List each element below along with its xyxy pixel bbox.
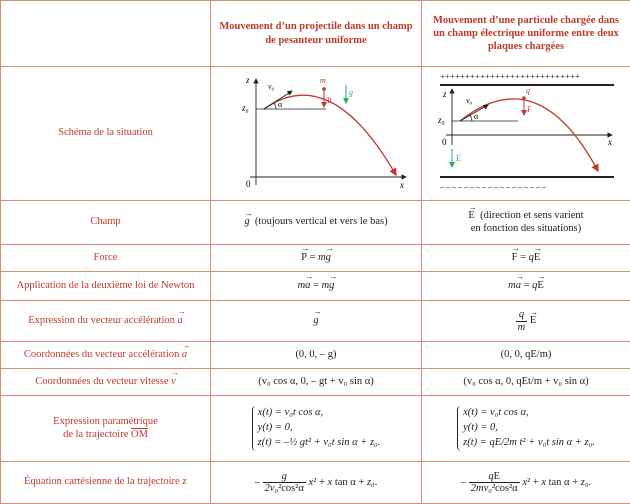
v0-label: v₀ [466,96,473,105]
row-coord-vit [1,369,630,396]
header-col1: Mouvement d’un projectile dans un champ de pesanteur uniforme [211,1,422,67]
row-newton [1,272,630,301]
label-coord-vit: Coordonnées du vecteur vitesse → v [1,369,211,396]
q-label: q [526,86,530,95]
header-col2: Mouvement d’une particule chargée dans un champ électrique uniforme entre deux plaques chargées [422,1,630,67]
x-label: x [399,180,404,190]
force-col2: → F = q→ E [422,245,630,272]
origin-label: 0 [246,179,251,189]
E-label: E [456,154,461,163]
row-champ [1,201,630,245]
origin-label: 0 [442,137,447,147]
label-force: Force [1,245,211,272]
P-label: P [327,96,332,105]
minus-charges: – – – – – – – – – – – – – – – – – – [439,182,547,191]
label-champ: Champ [1,201,211,245]
row-coord-accel [1,342,630,369]
coord-vit-col2: (v₀ cos α, 0, qEt/m + v₀ sin α) [422,369,630,396]
coord-accel-col2: (0, 0, qE/m) [422,342,630,369]
x-label: x [607,137,612,147]
force-col1: → P = m→ g [211,245,422,272]
coord-vit-col1: (v₀ cos α, 0, – gt + v₀ sin α) [211,369,422,396]
champ-col1: → g (toujours vertical et vers le bas) [211,201,422,245]
champ-col2-text2: en fonction des situations) [471,223,582,234]
corner-cell [1,1,211,67]
row-force [1,245,630,272]
trajectory-curve [264,95,396,175]
z0-label: z₀ [437,115,445,125]
diagram1-cell [211,67,422,201]
cart-col2: – $\frac{qE}{\text{2mv₀²cos²α}}$ x² + x tan α + z₀. [422,462,630,504]
header-row [1,1,630,67]
cart-col1: – $\frac{g}{\text{2v₀²cos²α}}$ x² + x tan α + z₀. [211,462,422,504]
z-label: z [442,89,447,99]
particle-diagram [428,67,624,195]
champ-col2-text1: (direction et sens varient [480,210,584,221]
alpha-label: α [474,112,479,121]
newton-col2: m→ a = q→ E [422,272,630,301]
alpha-arc [470,115,472,121]
label-newton: Application de la deuxième loi de Newton [1,272,211,301]
alpha-arc [274,103,276,109]
alpha-label: α [278,100,283,109]
F-label: F [527,105,532,114]
newton-col1: m→ a = m→ g [211,272,422,301]
diagram2-cell [422,67,630,201]
projectile-diagram [216,67,416,195]
champ-col1-text: (toujours vertical et vers le bas) [255,216,388,227]
label-param: Expression paramétrique de la trajectoire $\overline{OM}$ [1,396,211,462]
plus-charges: ++++++++++++++++++++++++++++ [440,72,580,81]
z-label: z [245,75,250,85]
param-col1: x(t) = v₀t cos α, y(t) = 0, z(t) = –½ gt² + v₀t sin α + z₀. [211,396,422,462]
v0-label: v₀ [268,82,275,91]
accel-col2: $\frac{q}{m}$ → E [422,301,630,342]
accel-col1: → g [211,301,422,342]
row-param [1,396,630,462]
m-label: m [320,76,326,85]
coord-accel-col1: (0, 0, – g) [211,342,422,369]
label-schema: Schéma de la situation [1,67,211,201]
label-accel: Expression du vecteur accélération → a [1,301,211,342]
param-col2: x(t) = v₀t cos α, y(t) = 0, z(t) = qE/2m t² + v₀t sin α + z₀. [422,396,630,462]
row-accel [1,301,630,342]
champ-col2: → E (direction et sens varient en fonction des situations) [422,201,630,245]
g-label: g [349,88,353,97]
z0-label: z₀ [241,103,249,113]
label-coord-accel: Coordonnées du vecteur accélération → a [1,342,211,369]
label-cart: Équation cartésienne de la trajectoire z [1,462,211,504]
row-cart [1,462,630,504]
row-schema [1,67,630,201]
